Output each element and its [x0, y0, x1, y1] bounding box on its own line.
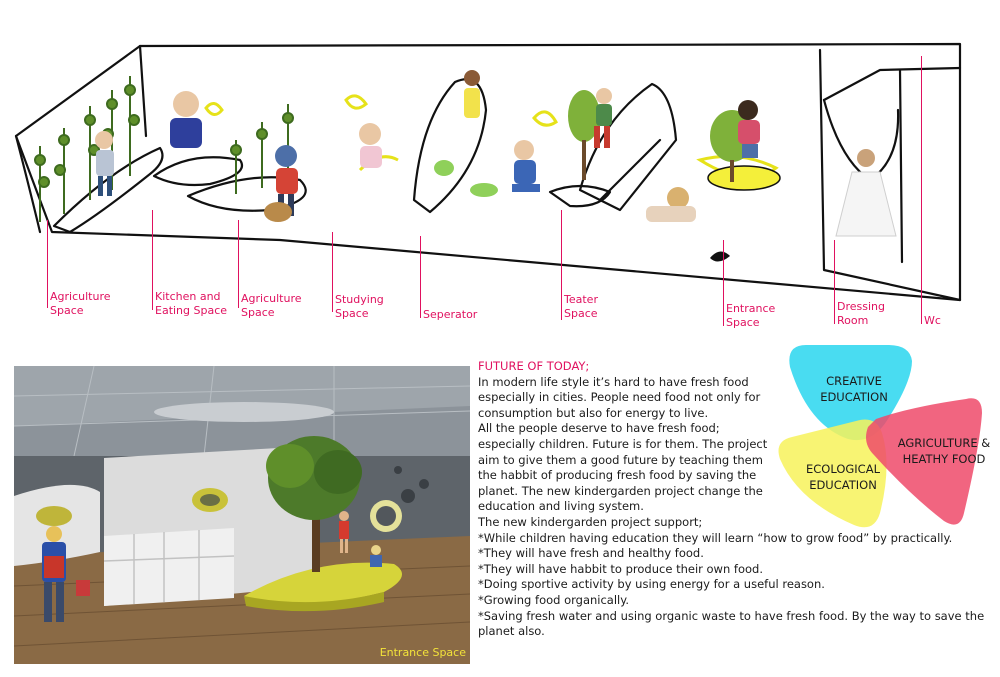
render-caption: Entrance Space [379, 646, 466, 659]
zone-label-dressing: Dressing Room [837, 300, 885, 327]
zone-label-agriculture-2: Agriculture Space [241, 292, 302, 319]
entrance-space-render [14, 366, 470, 664]
text-bullet: *They will have habbit to produce their own food. [478, 561, 763, 576]
zone-line [921, 56, 922, 324]
zone-label-seperator: Seperator [423, 308, 478, 321]
zone-label-wc: Wc [924, 314, 941, 327]
zone-line [561, 210, 562, 320]
text-title: FUTURE OF TODAY; [478, 359, 590, 373]
agriculture-plants [35, 76, 293, 222]
zone-line [152, 210, 153, 310]
text-bullet: *They will have fresh and healthy food. [478, 546, 704, 561]
text-bullet: *While children having education they will learn “how to grow food” by practically. [478, 530, 953, 545]
zone-label-agriculture-1: Agriculture Space [50, 290, 111, 317]
render-scene [14, 366, 470, 664]
text-bullet: *Growing food organically. [478, 592, 630, 607]
zone-line [420, 236, 421, 318]
zone-line [332, 232, 333, 312]
green-blob [470, 183, 498, 197]
building-outline [16, 44, 960, 300]
venn-diagram [770, 345, 1000, 535]
text-paragraph: The new kindergarden project support; [478, 514, 703, 529]
zone-line [723, 240, 724, 326]
zone-line [238, 220, 239, 308]
zone-label-entrance: Entrance Space [726, 302, 776, 329]
children-figures [95, 70, 896, 236]
venn-label-agriculture: AGRICULTURE & HEATHY FOOD [897, 436, 991, 466]
text-paragraph: All the people deserve to have fresh food; especially children. Future is for them. The project aim to give them a good future by teaching them the habbit of producing fresh food by saving the planet. The new kindergarden project change the education and living system. [478, 421, 768, 514]
zone-label-teater: Teater Space [564, 293, 598, 320]
zone-line [47, 220, 48, 308]
dressing-room-outline [820, 50, 960, 300]
seperator-window [434, 160, 454, 176]
venn-label-ecological: ECOLOGICAL EDUCATION [805, 462, 880, 492]
entrance-platform [708, 166, 780, 190]
venn-label-creative: CREATIVE EDUCATION [820, 374, 888, 404]
zone-line [834, 240, 835, 324]
zone-label-kitchen: Kitchen and Eating Space [155, 290, 228, 317]
text-paragraph: In modern life style it’s hard to have fresh food especially in cities. People need food not only for consumption but also for energy to live. [478, 374, 761, 420]
text-bullet: *Saving fresh water and using organic waste to have fresh food. By the way to save the planet also. [478, 608, 985, 639]
text-bullet: *Doing sportive activity by using energy for a useful reason. [478, 577, 825, 592]
zone-label-studying: Studying Space [335, 293, 384, 320]
